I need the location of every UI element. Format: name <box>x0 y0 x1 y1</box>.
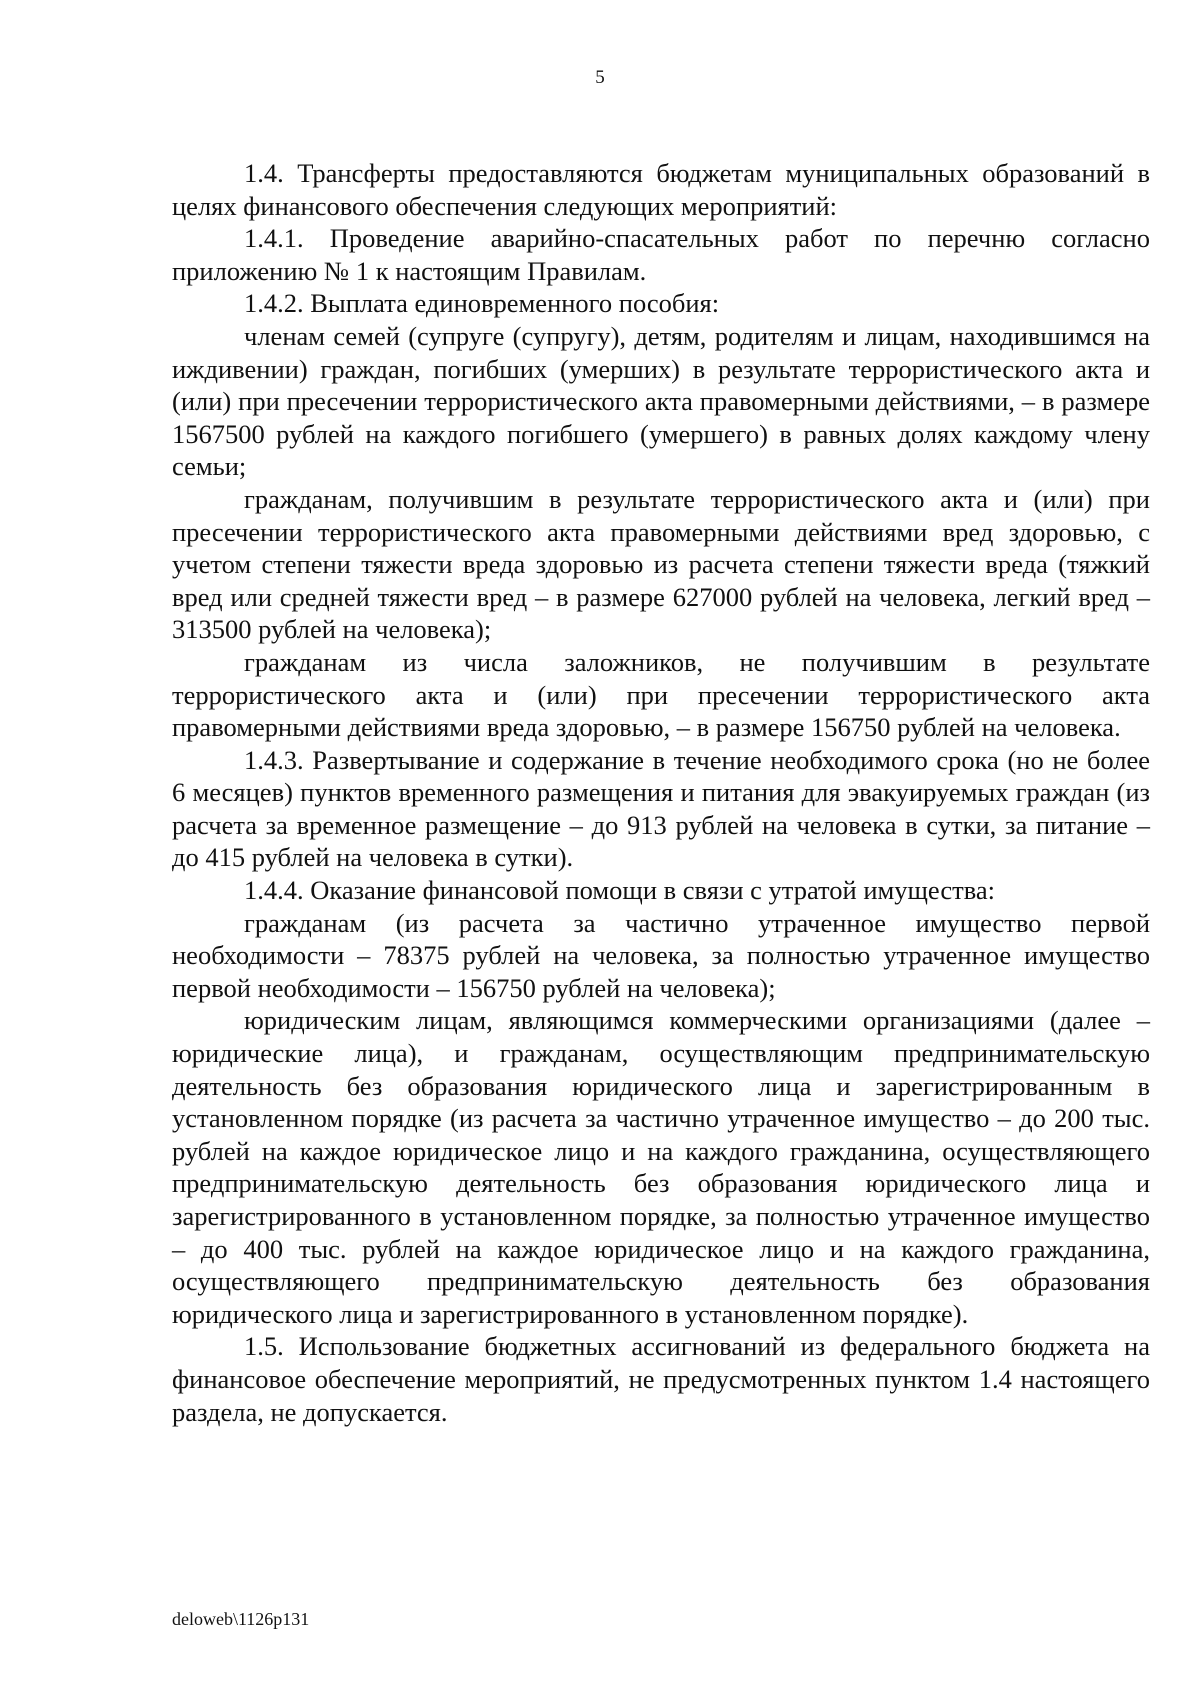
paragraph-injured-citizens: гражданам, получившим в результате террористического акта и (или) при пресечении террористического акта правомерными действиями вред здоровью, с учетом степени тяжести вреда здоровью из расчета степени тяжести вреда (тяжкий вред или средней тяжести вред – в размере 627000 рублей на человека, легкий вред – 313500 рублей на человека); <box>172 483 1150 645</box>
footer-document-code: deloweb\1126p131 <box>172 1609 310 1629</box>
page-number: 5 <box>595 67 605 88</box>
paragraph-family-members: членам семей (супруге (супругу), детям, родителям и лицам, находившимся на иждивении) граждан, погибших (умерших) в результате террористического акта и (или) при пресечении террористического акта правомерными действиями, – в размере 1567500 рублей на каждого погибшего (умершего) в равных долях каждому члену семьи; <box>172 320 1150 482</box>
paragraph-hostages: гражданам из числа заложников, не получившим в результате террористического акта и (или) при пресечении террористического акта правомерными действиями вреда здоровью, – в размере 156750 рублей на человека. <box>172 646 1150 743</box>
paragraph-1-4-1: 1.4.1. Проведение аварийно-спасательных работ по перечню согласно приложению № 1 к настоящим Правилам. <box>172 223 1150 286</box>
paragraph-1-4-4: 1.4.4. Оказание финансовой помощи в связи с утратой имущества: <box>244 875 995 906</box>
paragraph-citizens-property: гражданам (из расчета за частично утраченное имущество первой необходимости – 78375 рублей на человека, за полностью утраченное имущество первой необходимости – 156750 рублей на человека); <box>172 907 1150 1003</box>
document-body <box>172 157 1150 1428</box>
paragraph-1-5: 1.5. Использование бюджетных ассигнований из федерального бюджета на финансовое обеспечение мероприятий, не предусмотренных пунктом 1.4 настоящего раздела, не допускается. <box>172 1331 1150 1427</box>
paragraph-1-4-2: 1.4.2. Выплата единовременного пособия: <box>244 288 720 319</box>
paragraph-1-4-3: 1.4.3. Развертывание и содержание в течение необходимого срока (но не более 6 месяцев) пунктов временного размещения и питания для эвакуируемых граждан (из расчета за временное размещение – до 913 рублей на человека в сутки, за питание – до 415 рублей на человека в сутки). <box>172 744 1150 873</box>
paragraph-1-4: 1.4. Трансферты предоставляются бюджетам муниципальных образований в целях финансового обеспечения следующих мероприятий: <box>172 158 1150 221</box>
paragraph-legal-entities: юридическим лицам, являющимся коммерческими организациями (далее – юридические лица), и гражданам, осуществляющим предпринимательскую деятельность без образования юридического лица и зарегистрированным в установленном порядке (из расчета за частично утраченное имущество – до 200 тыс. рублей на каждое юридическое лицо и на каждого гражданина, осуществляющего предпринимательскую деятельность без образования юридического лица и зарегистрированного в установленном порядке, за полностью утраченное имущество – до 400 тыс. рублей на каждое юридическое лицо и на каждого гражданина, осуществляющего предпринимательскую деятельность без образования юридического лица и зарегистрированного в установленном порядке). <box>172 1005 1150 1329</box>
